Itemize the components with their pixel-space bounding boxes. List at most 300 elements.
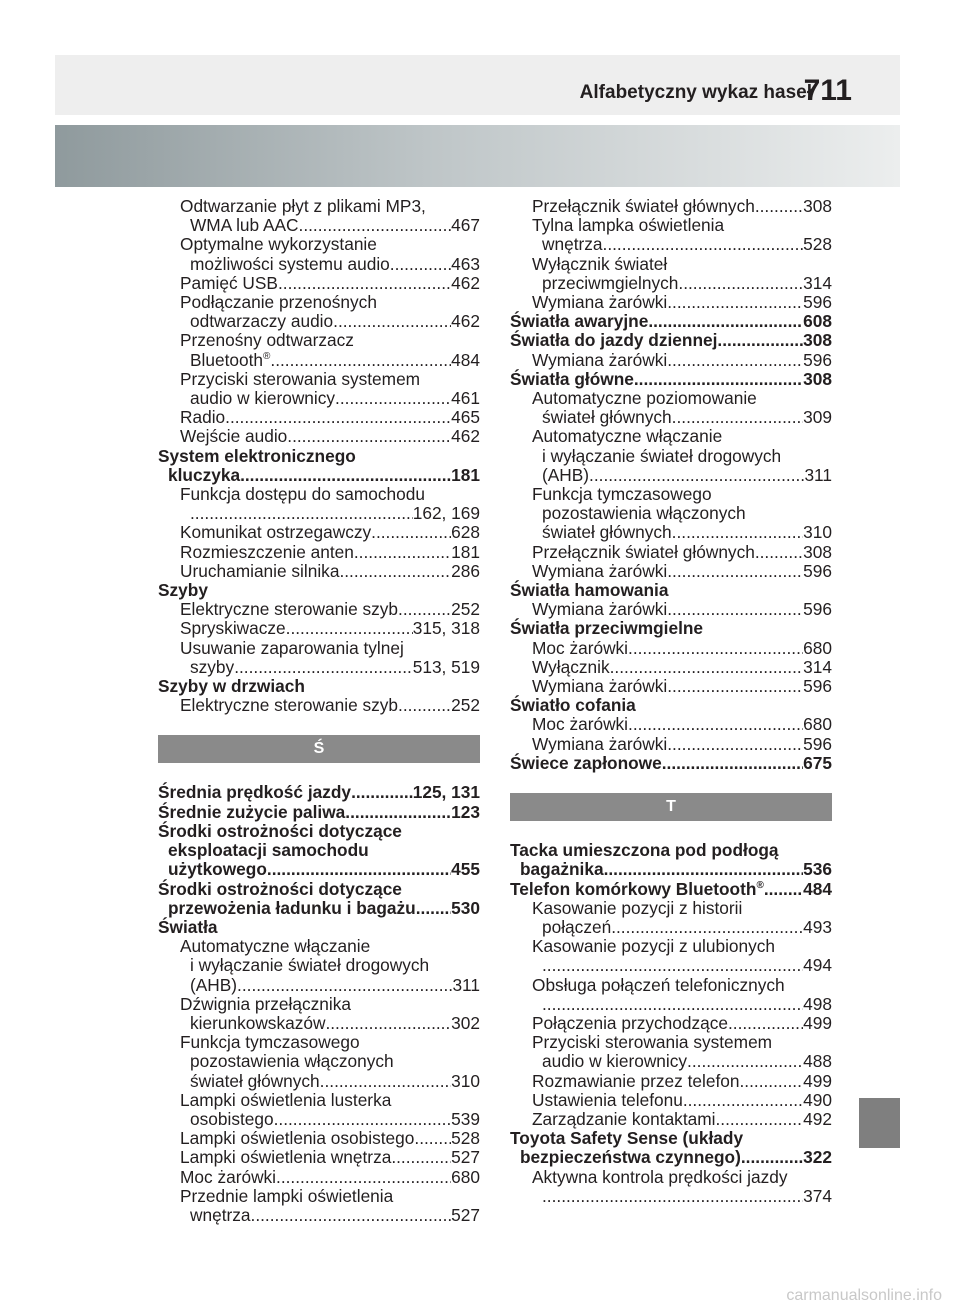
index-entry <box>510 235 832 254</box>
index-entry <box>510 619 832 638</box>
index-entry <box>158 197 480 216</box>
entry-text: Światła główne <box>510 368 634 389</box>
index-entry <box>158 523 480 542</box>
dot-leader <box>715 1110 803 1129</box>
entry-text: Automatyczne włączanie <box>532 426 723 447</box>
dot-leader <box>687 1052 803 1071</box>
index-group <box>158 197 480 715</box>
page-ref: 181 <box>451 541 480 562</box>
index-entry <box>510 485 832 504</box>
dot-leader <box>335 389 451 408</box>
entry-text: Wejście audio <box>180 426 288 447</box>
index-entry <box>158 389 480 408</box>
dot-leader <box>755 197 803 216</box>
index-entry <box>510 1072 832 1091</box>
page-ref: 680 <box>451 1166 480 1187</box>
entry-text: Przełącznik świateł głównych <box>532 196 755 216</box>
entry-text: świateł głównych <box>190 1070 320 1091</box>
index-entry <box>510 312 832 331</box>
page-ref: 680 <box>803 637 832 658</box>
page-ref: 596 <box>803 676 832 697</box>
index-entry <box>158 619 480 638</box>
index-entry <box>158 1206 480 1225</box>
page-ref: 539 <box>451 1108 480 1129</box>
dot-leader <box>611 918 803 937</box>
index-entry <box>158 1014 480 1033</box>
dot-leader <box>267 860 451 879</box>
page-ref: 527 <box>451 1204 480 1225</box>
page-ref: 608 <box>803 311 832 332</box>
dot-leader <box>672 408 803 427</box>
index-entry <box>158 976 480 995</box>
entry-text: Wymiana żarówki <box>532 349 668 370</box>
entry-text: Kasowanie pozycji z ulubionych <box>532 936 776 957</box>
entry-text: Świece zapłonowe <box>510 752 662 773</box>
index-entry <box>158 783 480 802</box>
entry-text: kluczyka <box>168 464 241 485</box>
entry-text: Przełącznik świateł głównych <box>532 541 755 562</box>
index-entry <box>158 504 480 523</box>
entry-text: możliwości systemu audio <box>190 253 390 274</box>
dot-leader <box>648 312 803 331</box>
index-entry <box>158 312 480 331</box>
chapter-tab <box>859 1098 900 1148</box>
page-ref: 123 <box>451 801 480 822</box>
index-entry <box>510 274 832 293</box>
page-ref: 492 <box>803 1108 832 1129</box>
entry-text: Automatyczne poziomowanie <box>532 388 757 409</box>
entry-text: Spryskiwacze <box>180 618 286 639</box>
index-entry <box>158 485 480 504</box>
index-entry <box>158 860 480 879</box>
entry-text: i wyłączanie świateł drogowych <box>542 445 782 466</box>
page-ref: 465 <box>451 407 480 428</box>
index-entry <box>510 581 832 600</box>
entry-text: Wymiana żarówki <box>532 599 668 620</box>
entry-text: Moc żarówki <box>532 714 629 735</box>
index-entry <box>510 937 832 956</box>
page-ref: 125, 131 <box>412 782 480 803</box>
entry-text: Toyota Safety Sense (układy <box>510 1128 744 1149</box>
dot-leader <box>320 1072 451 1091</box>
index-entry <box>510 427 832 446</box>
entry-text: Usuwanie zaparowania tylnej <box>180 637 404 658</box>
dot-leader <box>739 1072 803 1091</box>
entry-text: System elektronicznego <box>158 445 356 466</box>
index-entry <box>158 956 480 975</box>
page-ref: 252 <box>451 695 480 716</box>
index-entry <box>158 255 480 274</box>
dot-leader <box>351 783 413 802</box>
page-ref: 322 <box>803 1147 832 1168</box>
dot-leader <box>287 427 451 446</box>
entry-text: Światło cofania <box>510 695 636 716</box>
index-entry <box>510 216 832 235</box>
entry-text: odtwarzaczy audio <box>190 311 334 332</box>
page-ref: 536 <box>803 859 832 880</box>
entry-text: Radio <box>180 407 226 428</box>
dot-leader <box>667 600 803 619</box>
index-entry <box>510 389 832 408</box>
dot-leader <box>398 600 451 619</box>
entry-text: wnętrza <box>190 1204 251 1225</box>
index-entry <box>510 447 832 466</box>
index-entry <box>158 447 480 466</box>
page-ref: 596 <box>803 599 832 620</box>
entry-text: bezpieczeństwa czynnego) <box>520 1147 741 1168</box>
dot-leader <box>667 562 803 581</box>
dot-leader <box>610 658 804 677</box>
entry-text: Bluetooth® <box>190 349 271 370</box>
entry-text: Rozmieszczenie anten <box>180 541 354 562</box>
index-entry <box>510 1110 832 1129</box>
entry-text: Telefon komórkowy Bluetooth® <box>510 878 764 899</box>
entry-text: Obsługa połączeń telefonicznych <box>532 974 785 995</box>
entry-text: Przenośny odtwarzacz <box>180 330 354 351</box>
page-ref: 493 <box>803 916 832 937</box>
index-entry <box>510 899 832 918</box>
entry-text: Uruchamianie silnika <box>180 560 340 581</box>
dot-leader <box>603 235 804 254</box>
dot-leader <box>667 735 803 754</box>
index-entry <box>510 956 832 975</box>
dot-leader <box>678 274 803 293</box>
dot-leader <box>299 216 452 235</box>
dot-leader <box>414 1129 451 1148</box>
page-ref: 628 <box>451 522 480 543</box>
index-entry <box>510 600 832 619</box>
dot-leader <box>333 312 451 331</box>
dot-leader <box>354 543 451 562</box>
entry-text: Zarządzanie kontaktami <box>532 1108 716 1129</box>
page-ref: 308 <box>803 196 832 216</box>
entry-text: audio w kierownicy <box>542 1051 688 1072</box>
page-ref: 310 <box>451 1070 480 1091</box>
page-number: 711 <box>803 74 852 107</box>
page-ref: 488 <box>803 1051 832 1072</box>
index-entry <box>158 639 480 658</box>
dot-leader <box>391 1148 451 1167</box>
index-entry <box>510 1033 832 1052</box>
index-entry <box>510 860 832 879</box>
index-entry <box>158 658 480 677</box>
dot-leader <box>628 715 803 734</box>
index-entry <box>510 351 832 370</box>
entry-text: przewożenia ładunku i bagażu <box>168 897 416 918</box>
index-entry <box>158 1129 480 1148</box>
dot-leader <box>728 1014 803 1033</box>
index-entry <box>158 351 480 370</box>
page-ref: 308 <box>803 368 832 389</box>
page-ref: 528 <box>803 234 832 255</box>
entry-text: przeciwmgielnych <box>542 272 679 293</box>
entry-text: Wymiana żarówki <box>532 733 668 754</box>
entry-text: Środki ostrożności dotyczące <box>158 820 402 841</box>
index-entry <box>510 1187 832 1206</box>
entry-text: Funkcja tymczasowego <box>532 484 712 505</box>
index-entry <box>510 735 832 754</box>
index-entry <box>158 562 480 581</box>
dot-leader <box>542 1187 803 1206</box>
index-entry <box>158 274 480 293</box>
index-entry <box>510 976 832 995</box>
watermark: carmanualsonline.info <box>786 1287 942 1304</box>
index-entry <box>510 639 832 658</box>
dot-leader <box>237 976 452 995</box>
entry-text: Automatyczne włączanie <box>180 936 371 957</box>
entry-text: Odtwarzanie płyt z plikami MP3, <box>180 196 426 216</box>
entry-text: Szyby <box>158 580 208 601</box>
index-entry <box>510 562 832 581</box>
index-entry <box>158 696 480 715</box>
index-entry <box>510 754 832 773</box>
index-entry <box>158 1052 480 1071</box>
entry-text: Rozmawianie przez telefon <box>532 1070 740 1091</box>
index-entry <box>510 331 832 350</box>
index-entry <box>510 293 832 312</box>
page-ref: 181 <box>451 464 480 485</box>
dot-leader <box>667 351 803 370</box>
page-ref: 462 <box>451 426 480 447</box>
entry-text: Kasowanie pozycji z historii <box>532 897 743 918</box>
page-ref: 314 <box>803 656 832 677</box>
entry-text: Aktywna kontrola prędkości jazdy <box>532 1166 788 1187</box>
entry-text: Światła <box>158 916 218 937</box>
page-ref: 461 <box>451 388 480 409</box>
index-group <box>158 783 480 1225</box>
page-ref: 314 <box>803 272 832 293</box>
index-entry <box>158 918 480 937</box>
page-ref: 162, 169 <box>412 503 480 524</box>
entry-text: osobistego <box>190 1108 274 1129</box>
index-entry <box>158 1072 480 1091</box>
entry-text: Ustawienia telefonu <box>532 1089 683 1110</box>
entry-text: Podłączanie przenośnych <box>180 292 377 313</box>
index-entry <box>158 543 480 562</box>
entry-text: pozostawienia włączonych <box>190 1051 394 1072</box>
entry-text: (AHB) <box>190 974 238 995</box>
index-entry <box>158 899 480 918</box>
section-letter: T <box>510 793 832 821</box>
index-entry <box>510 408 832 427</box>
dot-leader <box>234 658 413 677</box>
page-ref: 467 <box>451 215 480 236</box>
dot-leader <box>628 639 803 658</box>
index-column-left <box>158 197 480 1225</box>
header-banner <box>55 125 900 187</box>
index-entry <box>510 677 832 696</box>
entry-text: pozostawienia włączonych <box>542 503 746 524</box>
index-group <box>510 197 832 773</box>
index-entry <box>510 918 832 937</box>
dot-leader <box>589 466 804 485</box>
entry-text: eksploatacji samochodu <box>168 840 369 861</box>
entry-text: kierunkowskazów <box>190 1012 326 1033</box>
entry-text: i wyłączanie świateł drogowych <box>190 955 430 976</box>
entry-text: Przednie lampki oświetlenia <box>180 1185 394 1206</box>
page-ref: 528 <box>451 1128 480 1149</box>
index-entry <box>158 600 480 619</box>
entry-text: Optymalne wykorzystanie <box>180 234 377 255</box>
entry-text: Tylna lampka oświetlenia <box>532 215 725 236</box>
page-ref: 311 <box>452 974 480 995</box>
page-ref: 530 <box>451 897 480 918</box>
entry-text: użytkowego <box>168 859 267 880</box>
page-ref: 499 <box>803 1070 832 1091</box>
page-ref: 513, 519 <box>412 656 480 677</box>
entry-text: szyby <box>190 656 235 677</box>
dot-leader <box>398 696 451 715</box>
dot-leader <box>672 523 803 542</box>
index-entry <box>158 1091 480 1110</box>
index-entry <box>158 581 480 600</box>
index-entry <box>158 235 480 254</box>
dot-leader <box>345 803 451 822</box>
page-ref: 309 <box>803 407 832 428</box>
entry-text: Dźwignia przełącznika <box>180 993 351 1014</box>
page-ref: 463 <box>451 253 480 274</box>
entry-text: Elektryczne sterowanie szyb <box>180 599 399 620</box>
entry-text: Średnie zużycie paliwa <box>158 801 346 822</box>
index-entry <box>510 880 832 899</box>
index-entry <box>510 658 832 677</box>
index-entry <box>510 255 832 274</box>
page-ref: 462 <box>451 311 480 332</box>
dot-leader <box>662 754 803 773</box>
index-entry <box>158 466 480 485</box>
entry-text: audio w kierownicy <box>190 388 336 409</box>
entry-text: Wymiana żarówki <box>532 292 668 313</box>
page-ref: 252 <box>451 599 480 620</box>
dot-leader <box>251 1206 452 1225</box>
page-ref: 308 <box>803 330 832 351</box>
page-ref: 596 <box>803 292 832 313</box>
section-letter: Ś <box>158 735 480 763</box>
page-ref: 499 <box>803 1012 832 1033</box>
entry-text: świateł głównych <box>542 407 672 428</box>
page-ref: 462 <box>451 272 480 293</box>
entry-text: bagażnika <box>520 859 604 880</box>
entry-text: Środki ostrożności dotyczące <box>158 878 402 899</box>
entry-text: Elektryczne sterowanie szyb <box>180 695 399 716</box>
page-ref: 596 <box>803 349 832 370</box>
index-entry <box>158 841 480 860</box>
dot-leader <box>190 504 413 523</box>
dot-leader <box>339 562 451 581</box>
dot-leader <box>270 351 451 370</box>
page-ref: 498 <box>803 993 832 1014</box>
index-entry <box>510 543 832 562</box>
index-entry <box>158 1148 480 1167</box>
index-entry <box>510 504 832 523</box>
index-entry <box>158 937 480 956</box>
entry-text: świateł głównych <box>542 522 672 543</box>
dot-leader <box>390 255 451 274</box>
page-ref: 302 <box>451 1012 480 1033</box>
index-entry <box>510 370 832 389</box>
entry-text: (AHB) <box>542 464 590 485</box>
index-entry <box>510 523 832 542</box>
index-entry <box>158 216 480 235</box>
entry-text: Moc żarówki <box>532 637 629 658</box>
dot-leader <box>683 1091 803 1110</box>
entry-text: Przyciski sterowania systemem <box>532 1032 773 1053</box>
entry-text: Funkcja tymczasowego <box>180 1032 360 1053</box>
index-entry <box>158 1110 480 1129</box>
page-ref: 286 <box>451 560 480 581</box>
dot-leader <box>286 619 413 638</box>
dot-leader <box>755 543 803 562</box>
index-entry <box>158 408 480 427</box>
dot-leader <box>278 274 451 293</box>
index-entry <box>510 466 832 485</box>
dot-leader <box>741 1148 803 1167</box>
index-entry <box>158 370 480 389</box>
page-ref: 308 <box>803 541 832 562</box>
entry-text: Tacka umieszczona pod podłogą <box>510 840 779 861</box>
dot-leader <box>717 331 803 350</box>
index-entry <box>510 995 832 1014</box>
page-ref: 315, 318 <box>412 618 480 639</box>
dot-leader <box>416 899 451 918</box>
index-column-right <box>510 197 832 1206</box>
entry-text: Wyłącznik <box>532 656 610 677</box>
dot-leader <box>325 1014 451 1033</box>
page-ref: 455 <box>451 859 480 880</box>
index-entry <box>158 1168 480 1187</box>
index-entry <box>158 822 480 841</box>
entry-text: Wymiana żarówki <box>532 560 668 581</box>
dot-leader <box>274 1110 452 1129</box>
entry-text: Pamięć USB <box>180 272 278 293</box>
page-ref: 596 <box>803 560 832 581</box>
entry-text: Wyłącznik świateł <box>532 253 668 274</box>
entry-text: Przyciski sterowania systemem <box>180 368 421 389</box>
dot-leader <box>225 408 451 427</box>
page-ref: 675 <box>803 752 832 773</box>
page-ref: 494 <box>803 955 832 976</box>
page-ref: 311 <box>804 464 832 485</box>
entry-text: WMA lub AAC <box>190 215 299 236</box>
entry-text: połączeń <box>542 916 612 937</box>
entry-text: Wymiana żarówki <box>532 676 668 697</box>
entry-text: Moc żarówki <box>180 1166 277 1187</box>
index-group <box>510 841 832 1206</box>
page-ref: 310 <box>803 522 832 543</box>
page-ref: 490 <box>803 1089 832 1110</box>
dot-leader <box>764 880 803 899</box>
index-entry <box>510 696 832 715</box>
dot-leader <box>604 860 804 879</box>
index-entry <box>158 427 480 446</box>
index-entry <box>510 1052 832 1071</box>
page-ref: 596 <box>803 733 832 754</box>
entry-text: Lampki oświetlenia lusterka <box>180 1089 392 1110</box>
page-ref: 484 <box>803 878 832 899</box>
entry-text: Szyby w drzwiach <box>158 676 305 697</box>
index-entry <box>510 715 832 734</box>
index-entry <box>158 1033 480 1052</box>
dot-leader <box>634 370 803 389</box>
index-entry <box>510 841 832 860</box>
index-entry <box>158 331 480 350</box>
entry-text: Światła hamowania <box>510 580 669 601</box>
section-title: Alfabetyczny wykaz haseł <box>579 82 812 103</box>
entry-text: wnętrza <box>542 234 603 255</box>
index-entry <box>158 880 480 899</box>
entry-text: Światła do jazdy dziennej <box>510 330 718 351</box>
dot-leader <box>667 293 803 312</box>
